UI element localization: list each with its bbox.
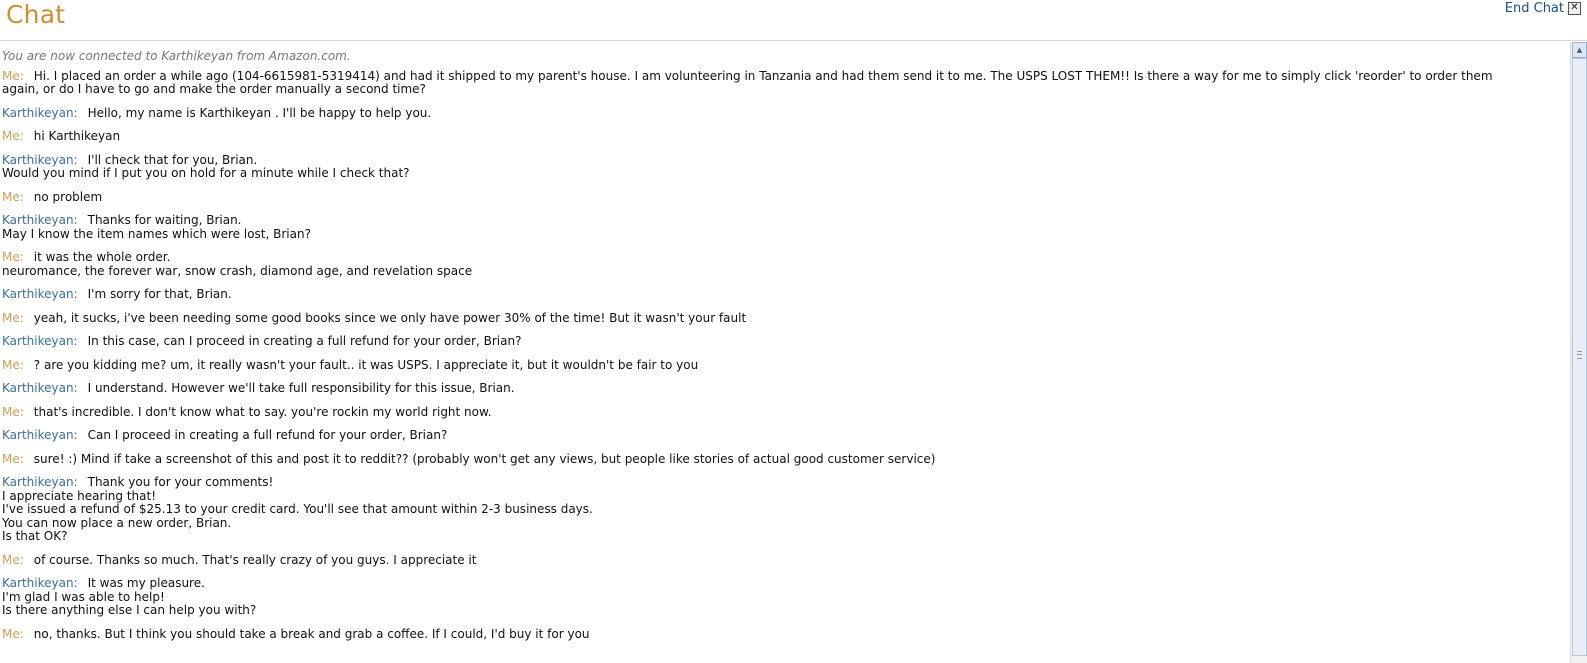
chat-message: [2, 429, 1552, 443]
message-text: ? are you kidding me? um, it really wasn't your fault.. it was USPS. I appreciate it, but it wouldn't be fair to you: [33, 357, 699, 372]
message-sender: Karthikeyan:: [2, 381, 78, 395]
message-text: hi Karthikeyan: [33, 129, 121, 143]
message-sender: Me:: [2, 310, 24, 325]
message-sender: Me:: [2, 552, 24, 567]
message-list: [2, 70, 1552, 642]
message-sender: Me:: [2, 357, 24, 372]
scroll-up-arrow-icon[interactable]: ▲: [1572, 42, 1587, 58]
message-sender: Me:: [2, 129, 24, 143]
message-text: no, thanks. But I think you should take a break and grab a coffee. If I could, I'd buy it for you: [33, 626, 590, 641]
message-sender: Me:: [2, 451, 24, 466]
message-sender: Karthikeyan:: [2, 428, 78, 442]
message-text: I'm sorry for that, Brian.: [87, 287, 232, 301]
message-text: it was the whole order. neuromance, the forever war, snow crash, diamond age, and revelation space: [2, 250, 473, 278]
message-text: I'll check that for you, Brian. Would you mind if I put you on hold for a minute while I check that?: [2, 152, 410, 180]
message-sender: Karthikeyan:: [2, 576, 78, 590]
message-sender: Karthikeyan:: [2, 287, 78, 301]
end-chat-link[interactable]: End Chat: [1504, 1, 1564, 16]
chat-message: [2, 191, 1552, 205]
message-text: In this case, can I proceed in creating a full refund for your order, Brian?: [87, 334, 522, 348]
message-text: Hello, my name is Karthikeyan . I'll be happy to help you.: [87, 105, 432, 120]
chat-message: [2, 154, 1552, 181]
message-text: Hi. I placed an order a while ago (104-6615981-5319414) and had it shipped to my parent's house. I am volunteering in Tanzania and had them send it to me. The USPS LOST THEM!! Is there a way for me to simply click 'reorder' to order them again, or do I have to go and make the order manually a second time?: [2, 68, 1493, 96]
chat-message: [2, 476, 1552, 544]
chat-message: [2, 382, 1552, 396]
chat-message: [2, 577, 1552, 618]
message-sender: Karthikeyan:: [2, 105, 78, 120]
message-sender: Karthikeyan:: [2, 334, 78, 348]
chat-message: [2, 214, 1552, 241]
message-sender: Karthikeyan:: [2, 152, 78, 167]
chat-message: [2, 288, 1552, 302]
chat-message: [2, 251, 1552, 278]
chat-message: [2, 70, 1552, 97]
chat-message: [2, 335, 1552, 349]
chat-transcript: [2, 50, 1552, 663]
message-text: Thanks for waiting, Brian. May I know the item names which were lost, Brian?: [2, 213, 311, 241]
message-sender: Me:: [2, 189, 24, 204]
message-sender: Karthikeyan:: [2, 213, 78, 227]
message-text: Can I proceed in creating a full refund for your order, Brian?: [87, 428, 448, 442]
message-text: no problem: [33, 189, 103, 204]
chat-header: [0, 0, 1587, 41]
vertical-scrollbar[interactable]: [1570, 42, 1587, 663]
scroll-thumb[interactable]: [1572, 58, 1587, 656]
page-title: Chat: [6, 0, 66, 29]
message-text: that's incredible. I don't know what to say. you're rockin my world right now.: [33, 404, 492, 419]
message-text: Thank you for your comments! I appreciate hearing that! I've issued a refund of $25.13 to your credit card. You'll see that amount within 2-3 business days. You can now place a new order, Brian. Is that OK?: [2, 475, 593, 543]
message-text: of course. Thanks so much. That's really crazy of you guys. I appreciate it: [33, 552, 477, 567]
message-text: It was my pleasure. I'm glad I was able to help! Is there anything else I can help you with?: [2, 576, 257, 617]
message-sender: Me:: [2, 404, 24, 419]
message-sender: Me:: [2, 68, 24, 83]
chat-message: [2, 107, 1552, 121]
chat-message: [2, 130, 1552, 144]
close-icon[interactable]: ✕: [1568, 2, 1581, 15]
message-text: I understand. However we'll take full responsibility for this issue, Brian.: [87, 381, 515, 395]
message-sender: Karthikeyan:: [2, 475, 78, 489]
message-text: sure! :) Mind if take a screenshot of this and post it to reddit?? (probably won't get any views, but people like stories of actual good customer service): [33, 451, 936, 466]
connection-status: You are now connected to Karthikeyan from Amazon.com.: [2, 50, 351, 63]
chat-message: [2, 453, 1552, 467]
chat-message: [2, 312, 1552, 326]
chat-message: [2, 554, 1552, 568]
chat-message: [2, 406, 1552, 420]
chat-message: [2, 628, 1552, 642]
chat-message: [2, 359, 1552, 373]
end-chat-control[interactable]: [1505, 1, 1581, 16]
message-text: yeah, it sucks, i've been needing some good books since we only have power 30% of the time! But it wasn't your fault: [33, 310, 747, 325]
grip-icon: [1577, 351, 1582, 359]
message-sender: Me:: [2, 250, 24, 264]
message-sender: Me:: [2, 626, 24, 641]
